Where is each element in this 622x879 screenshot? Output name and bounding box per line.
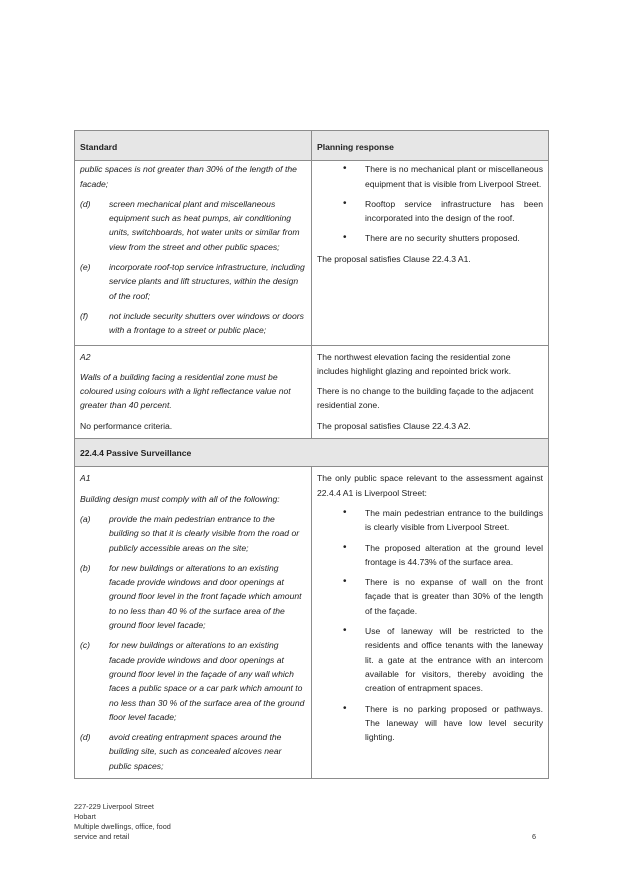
standard-text: Walls of a building facing a residential zone must be coloured using colours with a light reflectance value not greater than 40 percent. xyxy=(80,371,291,411)
section-heading: 22.4.4 Passive Surveillance xyxy=(75,439,549,467)
list-item: (d) avoid creating entrapment spaces around the building site, such as concealed alcoves near public spaces; xyxy=(80,732,282,771)
header-planning-response: Planning response xyxy=(312,131,549,161)
response-bullets xyxy=(317,162,543,245)
bullet-item: • Use of laneway will be restricted to the residents and office tenants with the laneway lit. a gate at the entrance with an intercom available for visitors, thereby avoiding the creation of entrapment spaces. xyxy=(365,624,543,695)
response-conclusion: The proposal satisfies Clause 22.4.3 A2. xyxy=(317,420,471,431)
bullet-item: • There are no security shutters proposed. xyxy=(365,231,543,245)
table-row xyxy=(75,161,549,345)
list-item: (a) provide the main pedestrian entrance to the building so that it is clearly visible from the road or publicly accessible areas on the site; xyxy=(80,513,300,553)
footer-description: Multiple dwellings, office, food xyxy=(74,822,171,831)
response-conclusion: The proposal satisfies Clause 22.4.3 A1. xyxy=(317,253,471,264)
performance-criteria: No performance criteria. xyxy=(80,420,173,431)
footer-description-cont: service and retail xyxy=(74,832,130,841)
standard-text: public spaces is not greater than 30% of the length of the facade; xyxy=(80,164,297,189)
header-standard: Standard xyxy=(75,131,312,161)
standard-cell xyxy=(75,161,312,345)
acceptable-solution-code: A2 xyxy=(80,351,91,362)
standard-cell xyxy=(75,345,312,438)
response-cell xyxy=(312,345,549,438)
list-item: (c) for new buildings or alterations to an existing facade provide windows and door openings at ground floor level in the façade of any wall which faces a public space or a car park which amount to no less than 30 % of the surface area of the ground floor level facade; xyxy=(80,640,305,722)
standard-cell xyxy=(75,467,312,779)
response-cell xyxy=(312,161,549,345)
bullet-item: • There is no parking proposed or pathways. The laneway will have low level security lighting. xyxy=(365,702,543,745)
list-item: (e) incorporate roof-top service infrastructure, including service plants and lift structures, within the design of the roof; xyxy=(80,262,305,301)
bullet-item: • There is no expanse of wall on the front façade that is greater than 30% of the length of the façade. xyxy=(365,575,543,618)
response-bullets xyxy=(317,506,543,744)
page-number: 6 xyxy=(532,832,537,841)
footer-address: 227-229 Liverpool Street xyxy=(74,802,154,811)
list-item: (d) screen mechanical plant and miscellaneous equipment such as heat pumps, air conditioning units, switchboards, hot water units or similar from view from the street and other public spaces; xyxy=(80,198,300,252)
acceptable-solution-code: A1 xyxy=(80,473,91,484)
response-text: There is no change to the building façade to the adjacent residential zone. xyxy=(317,386,534,411)
footer-city: Hobart xyxy=(74,812,96,821)
table-row xyxy=(75,345,549,438)
response-text: The northwest elevation facing the residential zone includes highlight glazing and repointed brick work. xyxy=(317,351,511,376)
response-cell xyxy=(312,467,549,779)
response-intro: The only public space relevant to the assessment against 22.4.4 A1 is Liverpool Street: xyxy=(317,473,543,498)
page-footer xyxy=(74,802,171,842)
standard-text: Building design must comply with all of the following: xyxy=(80,493,280,504)
table-row xyxy=(75,467,549,779)
bullet-item: • The main pedestrian entrance to the buildings is clearly visible from Liverpool Street. xyxy=(365,506,543,535)
section-row xyxy=(75,439,549,467)
planning-table xyxy=(74,130,549,779)
bullet-item: • There is no mechanical plant or miscellaneous equipment that is visible from Liverpool Street. xyxy=(365,162,543,191)
bullet-item: • Rooftop service infrastructure has been incorporated into the design of the roof. xyxy=(365,197,543,226)
list-item: (f) not include security shutters over windows or doors with a frontage to a street or public place; xyxy=(80,310,304,336)
table-header-row xyxy=(75,131,549,161)
bullet-item: • The proposed alteration at the ground level frontage is 44.73% of the surface area. xyxy=(365,541,543,570)
list-item: (b) for new buildings or alterations to an existing facade provide windows and door openings at ground floor level in the front façade which amount to no less than 40 % of the surface area of the ground floor level facade; xyxy=(80,562,302,631)
